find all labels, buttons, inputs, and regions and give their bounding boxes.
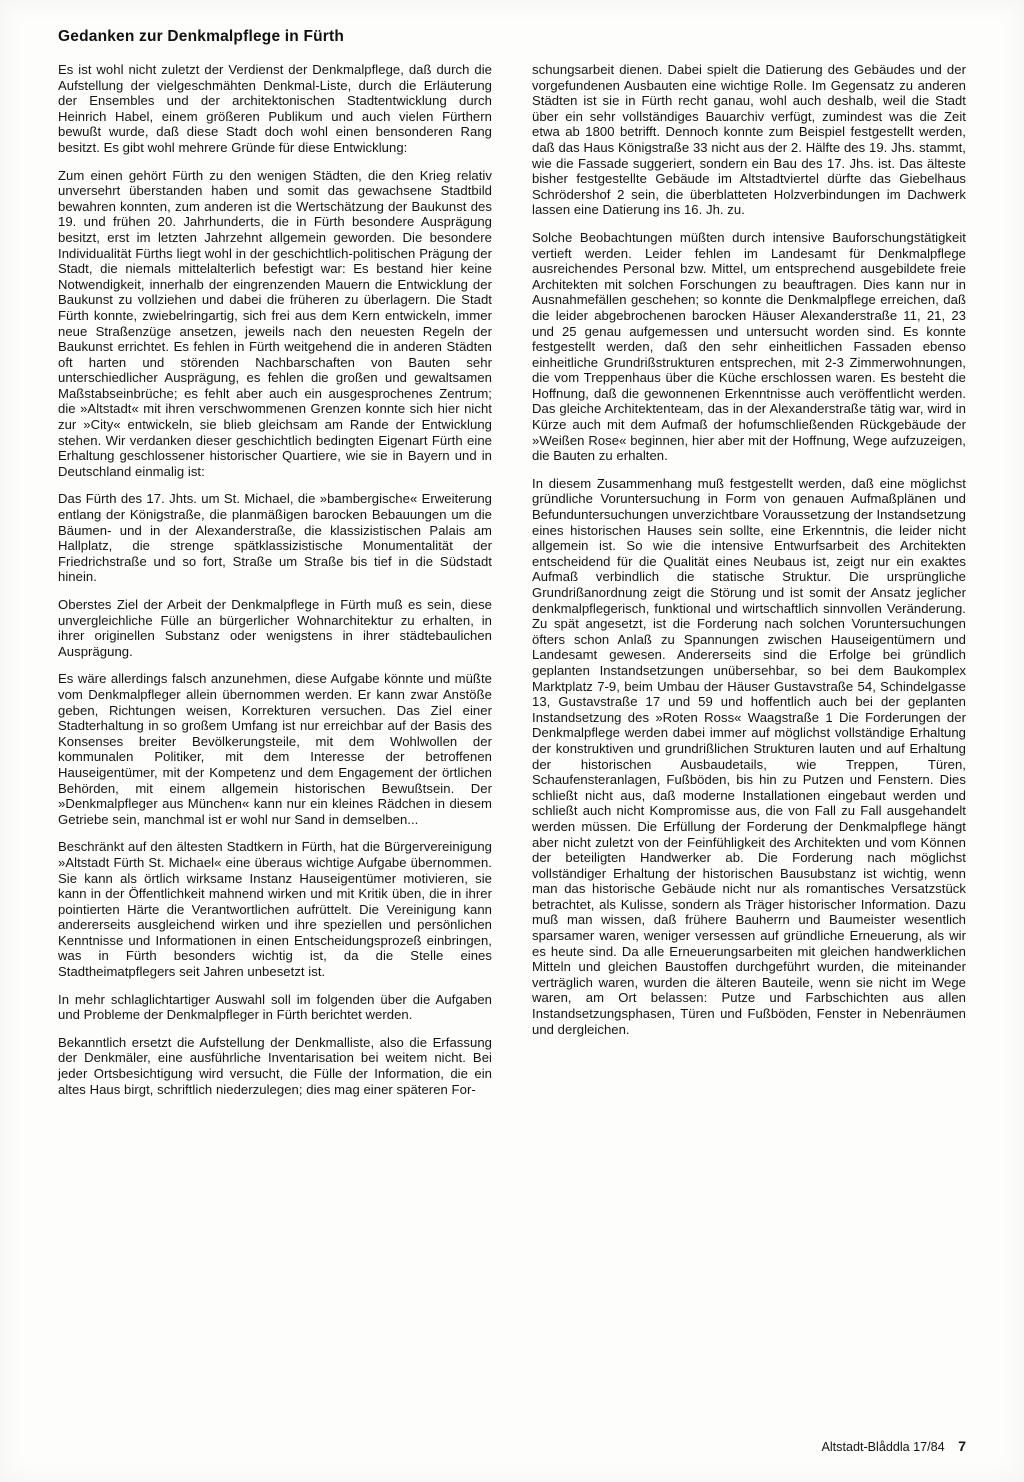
paragraph: In diesem Zusammenhang muß festgestellt werden, daß eine möglichst gründliche Voruntersuchung in Form von genauen Aufmaßplänen und Befunduntersuchungen unverzichtbare Voraussetzung der Instandsetzung eines historischen Hauses sein sollte, eine Erkenntnis, die leider nicht allgemein ist. So wie die intensive Entwurfsarbeit des Architekten entscheidend für die Qualität eines Neubaus ist, zeigt nur ein exaktes Aufmaß verbindlich die statische Struktur. Die ursprüngliche Grundrißanordnung zeigt die Störung und ist somit der Ansatz jeglicher denkmalpflegerisch, funktional und wirtschaftlich sinnvollen Veränderung. Zu spät angesetzt, ist die Forderung nach solchen Voruntersuchungen öfters schon Anlaß zu Spannungen zwischen Hauseigentümern und Landesamt gewesen. Andererseits sind die Erfolge bei gründlich geplanten Instandsetzungen unübersehbar, so bei dem Baukomplex Marktplatz 7-9, beim Umbau der Häuser Gustavstraße 54, Schindelgasse 13, Gustavstraße 17 und 59 und hoffentlich auch bei der geplanten Instandsetzung des »Roten Ross« Waagstraße 1 Die Forderungen der Denkmalpflege werden dabei immer auf möglichst vollständige Erhaltung der konstruktiven und grundrißlichen Strukturen lauten und auf Erhaltung der historischen Ausbaudetails, wie Treppen, Türen, Schaufensteranlagen, Fußböden, bis hin zu Putzen und Fenstern. Dies schließt nicht aus, daß moderne Installationen eingebaut werden und schließt auch nicht Kompromisse aus, die von Fall zu Fall ausgehandelt werden müssen. Die Erfüllung der Forderung der Denkmalpflege hängt aber nicht zuletzt von der Feinfühligkeit des Architekten und vom Können der beteiligten Handwerker ab. Die Forderung nach möglichst vollständiger Erhaltung der historischen Bausubstanz ist wichtig, wenn man das historische Gebäude nicht nur als romantisches Versatzstück betrachtet, als Kulisse, sondern als Träger historischer Information. Dazu muß man wissen, daß frühere Bauherrn und Baumeister wesentlich sparsamer waren, weniger versessen auf gründliche Erneuerung, als wir es heute sind. Da alle Erneuerungsarbeiten mit gleichen handwerklichen Mitteln und gleichen Baustoffen durchgeführt wurden, die miteinander verträglich waren, wurden die älteren Bauteile, wenn sie nicht im Wege waren, am Ort belassen: Putze und Farbschichten aus allen Instandsetzungsphasen, Türen und Fußböden, Fenster in Nebenräumen und dergleichen. — [532, 475, 966, 1037]
left-column — [58, 62, 492, 1097]
page-content — [58, 28, 966, 1454]
footer-source: Altstadt-Blåddla 17/84 — [821, 1440, 945, 1454]
page-title: Gedanken zur Denkmalpflege in Fürth — [58, 28, 345, 45]
paragraph: In mehr schlaglichtartiger Auswahl soll im folgenden über die Aufgaben und Probleme der Denkmalpfleger in Fürth berichtet werden. — [58, 991, 492, 1023]
paragraph: schungsarbeit dienen. Dabei spielt die Datierung des Gebäudes und der vorgefundenen Ausbauten eine wichtige Rolle. Im Gegensatz zu anderen Städten ist sie in Fürth recht ganau, wohl auch deshalb, weil die Stadt über ein sehr vollständiges Bauarchiv verfügt, zumindest was die Zeit etwa ab 1800 betrifft. Dennoch konnte zum Beispiel festgestellt werden, daß das Haus Königstraße 33 nicht aus der 2. Hälfte des 19. Jhs. stammt, wie die Fassade suggeriert, sondern ein Bau des 17. Jhs. ist. Das älteste bisher festgestellte Gebäude im Altstadtviertel dürfte das Giebelhaus Schrödershof 2 sein, die überblatteten Holzverbindungen im Dachwerk lassen eine Datierung ins 16. Jh. zu. — [532, 62, 966, 218]
right-column — [532, 62, 966, 1097]
paragraph: Zum einen gehört Fürth zu den wenigen Städten, die den Krieg relativ unversehrt überstanden haben und somit das gewachsene Stadtbild bewahren konnten, zum anderen ist die Wertschätzung der Baukunst des 19. und frühen 20. Jahrhunderts, die in Fürth besondere Ausprägung besitzt, erst im letzten Jahrzehnt allgemein geworden. Die besondere Individualität Fürths liegt wohl in der geschichtlich-politischen Prägung der Stadt, die niemals mittelalterlich befestigt war: Es bestand hier keine Notwendigkeit, innerhalb der eingrenzenden Mauern die Entwicklung der Baukunst zu vollziehen und dabei die früheren zu überlagern. Die Stadt Fürth konnte, zwiebelringartig, sich frei aus dem Kern entwickeln, immer neue Straßenzüge ansetzen, jeweils nach den neuesten Regeln der Baukunst errichtet. Es fehlen in Fürth weitgehend die in anderen Städten oft harten und störenden Nachbarschaften von Bauten sehr unterschiedlicher Ausprägung, es fehlen die großen und gewaltsamen Maßstabseinbrüche; es fehlt aber auch ein ausgesprochenes Zentrum; die »Altstadt« mit ihren verschwommenen Grenzen konnte sich hier nicht zur »City« entwickeln, sie blieb gleichsam am Rande der Entwicklung stehen. Wir verdanken dieser geschichtlich bedingten Eigenart Fürth eine Erhaltung geschlossener historischer Quartiere, wie sie in Bayern und in Deutschland einmalig ist: — [58, 167, 492, 479]
page-number: 7 — [958, 1438, 966, 1454]
page-footer — [532, 1438, 966, 1454]
paragraph: Solche Beobachtungen müßten durch intensive Bauforschungstätigkeit vertieft werden. Leider fehlen im Landesamt für Denkmalpflege ausreichendes Personal bzw. Mittel, um entsprechend ausgebildete freie Architekten mit solchen Forschungen zu beauftragen. Dies kann nur in Ausnahmefällen geschehen; so konnte die Denkmalpflege erreichen, daß die leider abgebrochenen barocken Häuser Alexanderstraße 11, 21, 23 und 25 genau aufgemessen und untersucht worden sind. Es konnte festgestellt werden, daß den sehr einheitlichen Fassaden ebenso einheitliche Grundrißstrukturen entsprechen, mit 2-3 Zimmerwohnungen, die vom Treppenhaus über die Küche erschlossen waren. Es besteht die Hoffnung, daß die gewonnenen Erkenntnisse auch veröffentlicht werden. Das gleiche Architektenteam, das in der Alexanderstraße tätig war, wird in Kürze auch mit dem Aufmaß der hofumschließenden Rückgebäude der »Weißen Rose« beginnen, hier aber mit der Hoffnung, Wege aufzuzeigen, die Bauten zu erhalten. — [532, 229, 966, 464]
paragraph: Beschränkt auf den ältesten Stadtkern in Fürth, hat die Bürgervereinigung »Altstadt Fürth St. Michael« eine überaus wichtige Aufgabe übernommen. Sie kann als örtlich wirksame Instanz Hauseigentümer motivieren, sie kann in der Öffentlichkeit mahnend wirken und mit Kritik üben, die in ihrer pointierten Härte die Verantwortlichen aufrüttelt. Die Vereinigung kann andererseits ausgleichend wirken und ihre speziellen und persönlichen Kenntnisse und Informationen in einen Entscheidungsprozeß einbringen, was in Fürth besonders wichtig ist, da die Stelle eines Stadtheimatpflegers seit Jahren unbesetzt ist. — [58, 839, 492, 980]
paragraph: Bekanntlich ersetzt die Aufstellung der Denkmalliste, also die Erfassung der Denkmäler, eine ausführliche Inventarisation bei weitem nicht. Bei jeder Ortsbesichtigung wird versucht, die Fülle der Information, die ein altes Haus birgt, schriftlich niederzulegen; dies mag einer späteren For- — [58, 1034, 492, 1097]
paragraph: Es wäre allerdings falsch anzunehmen, diese Aufgabe könnte und müßte vom Denkmalpfleger allein übernommen werden. Er kann zwar Anstöße geben, Richtungen weisen, Korrekturen versuchen. Das Ziel einer Stadterhaltung in so großem Umfang ist nur erreichbar auf der Basis des Konsenses breiter Bevölkerungsteile, mit dem Wohlwollen der kommunalen Politiker, mit dem Interesse der betroffenen Hauseigentümer, mit der Kompetenz und dem Engagement der örtlichen Behörden, mit einem allgemein historischen Bewußtsein. Der »Denkmalpfleger aus München« kann nur ein kleines Rädchen in diesem Getriebe sein, manchmal ist er wohl nur Sand in demselben... — [58, 671, 492, 827]
paragraph: Es ist wohl nicht zuletzt der Verdienst der Denkmalpflege, daß durch die Aufstellung der vielgeschmähten Denkmal-Liste, durch die Erläuterung der Ensembles und der architektonischen Stadtentwicklung durch Heinrich Habel, einem größeren Publikum und auch vielen Fürthern bewußt wurde, daß diese Stadt doch wohl einen bensonderen Rang besitzt. Es gibt wohl mehrere Gründe für diese Entwicklung: — [58, 62, 492, 155]
paragraph: Oberstes Ziel der Arbeit der Denkmalpflege in Fürth muß es sein, diese unvergleichliche Fülle an bürgerlicher Wohnarchitektur zu erhalten, in ihrer originellen Substanz oder wenigstens in ihrer städtebaulichen Ausprägung. — [58, 597, 492, 659]
two-column-body — [58, 62, 966, 1097]
paragraph: Das Fürth des 17. Jhts. um St. Michael, die »bambergische« Erweiterung entlang der Königstraße, die planmäßigen barocken Bebauungen um die Bäumen- und in der Alexanderstraße, die klassizistischen Palais am Hallplatz, die strenge spätklassizistische Monumentalität der Friedrichstraße und so fort, Straße um Straße bis tief in die Südstadt hinein. — [58, 491, 492, 585]
